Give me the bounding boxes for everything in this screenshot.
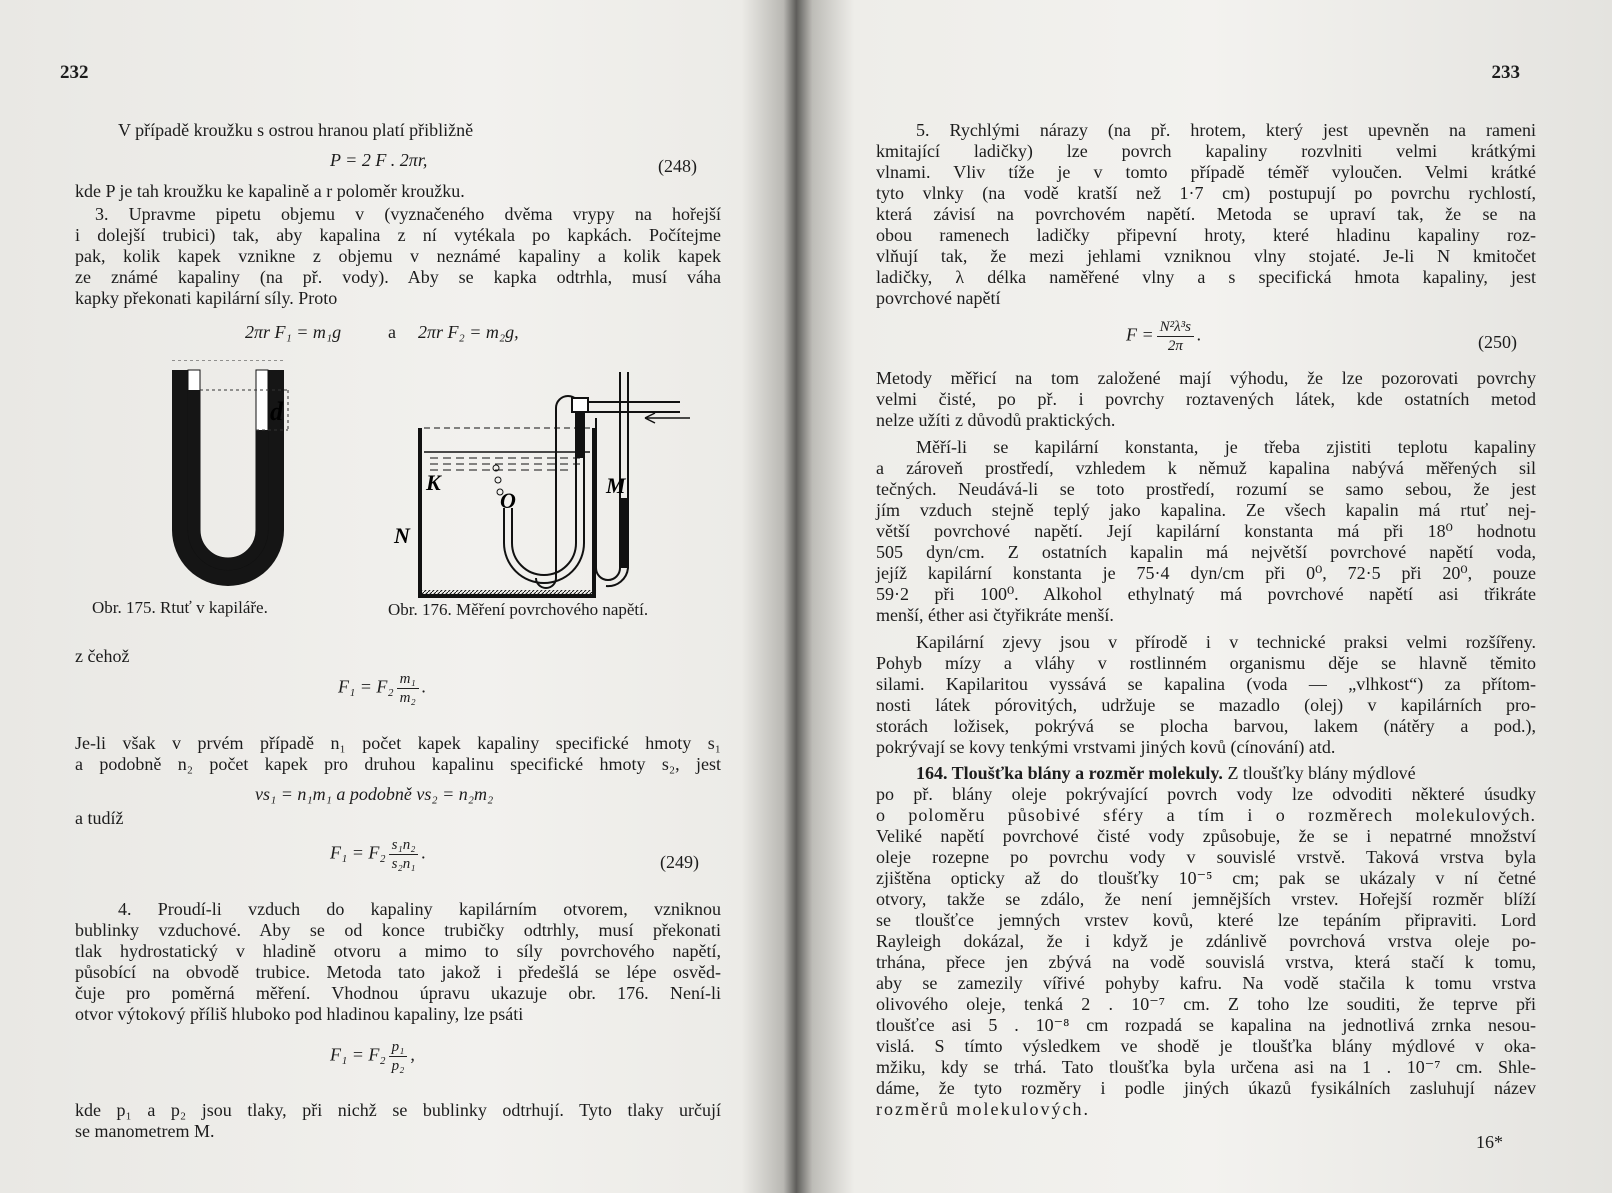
figure-176-apparatus [380,368,720,608]
text-line: a zároveň prostředí, vzhledem k němuž kapalina nabývá měřených sil [876,458,1536,478]
section-first-text: Z tloušťky blány mýdlové [1227,763,1416,783]
equation-pressure [330,1038,415,1075]
label-M: M [606,473,626,498]
equation-249 [330,836,426,873]
equation-number-250: (250) [1478,332,1517,352]
text-line: působící na obvodě trubice. Metoda tato jakož i předešlá se lépe osvěd- [75,962,721,982]
intro-line: V případě kroužku s ostrou hranou platí přibližně [118,120,474,140]
fraction-numerator: p₁ [389,1038,408,1057]
text-line: kmitající ladičky) lze povrch kapaliny rozvlniti velmi krátkými [876,141,1536,161]
text-line: otvor výtokový příliš hluboko pod hladinou kapaliny, lze psáti [75,1004,524,1024]
equation-vs: vs₁ = n₁m₁ a podobně vs₂ = n₂m₂ [255,784,494,804]
equation-ratio [338,670,426,707]
text-line: 3. Upravme pipetu objemu v (vyznačeného dvěma vrypy na hořejší [95,204,721,224]
label-d: d [270,397,283,426]
text-line: tečných. Neudává-li se toto prostředí, rozumí se samo sebou, že jest [876,479,1536,499]
caption-figure-175: Obr. 175. Rtuť v kapiláře. [92,598,268,617]
text-line: Je-li však v prvém případě n₁ počet kapek kapaliny specifické hmoty s₁ [75,733,721,753]
text-line: nelze užíti z důvodů praktických. [876,410,1116,430]
equation-lhs: F₁ = F₂ [338,676,394,697]
text-line: rozměrů molekulových. [876,1099,1090,1119]
text-line: kde p₁ a p₂ jsou tlaky, při nichž se bublinky odtrhují. Tyto tlaky určují [75,1100,721,1120]
text-line: Měří-li se kapilární konstanta, je třeba zjistiti teplotu kapaliny [916,437,1536,457]
page-number-left: 232 [60,62,89,83]
text-line: 4. Proudí-li vzduch do kapaliny kapilárním otvorem, vzniknou [118,899,721,919]
equation-end: . [1197,324,1202,345]
figure-175-u-tube [160,360,300,600]
text-line: o poloměru působivé sféry a tím i o rozměrech molekulových. [876,805,1536,825]
equation-conjunction: a [388,322,396,342]
text-line: tyto vlnky (na vodě kratší než 1·7 cm) postupují po povrchu rychlostí, [876,183,1536,203]
text-line: nosti látek pórovitých, udržuje se mazadlo (olej) v kapilárních pro- [876,695,1536,715]
text-line: 59·2 při 100⁰. Alkohol ethylnatý má povrchové napětí asi třikráte [876,584,1536,604]
text-line: jejíž kapilární konstanta je 75·4 dyn/cm při 0⁰, 72·5 při 20⁰, pouze [876,563,1536,583]
text-line: aby se zamezily vířivé pohyby kafru. Na vodě stačila k tomu vrstva [876,973,1536,993]
label-K: K [426,470,441,495]
equation-end: , [410,1044,415,1065]
text-line: storách ložisek, pokrývá se plocha barvou, lakem (nátěry a pod.), [876,716,1536,736]
text-line: dáme, že tyto rozměry i podle jiných úkazů fysikálních zasluhují název [876,1078,1536,1098]
text-line: pokrývají se kovy tenkými vrstvami jiných kovů (cínování) atd. [876,737,1336,757]
text-line: povrchové napětí [876,288,1001,308]
text-line: Kapilární zjevy jsou v přírodě i v technické praksi velmi rozšířeny. [916,632,1536,652]
text-line: se tloušťce jemných vrstev kovů, které lze tepáním připraviti. Lord [876,910,1536,930]
page-number-right: 233 [1491,62,1520,83]
text-line: 5. Rychlými nárazy (na př. hrotem, který jest upevněn na rameni [916,120,1536,140]
text-line: Veliké napětí povrchové čisté vody způsobuje, že se i nepatrné množství [876,826,1536,846]
caption-figure-176: Obr. 176. Měření povrchového napětí. [388,600,649,619]
right-page [808,0,1612,1193]
text-line: a tudíž [75,808,124,828]
equation-lhs: F = [1126,324,1154,345]
label-O: O [500,488,516,513]
text-line: velmi čisté, po př. i povrchy roztavených látek, kde ostatních metod [876,389,1536,409]
text-line: trhána, přece jen zbývá na vodě souvislá vrstva, která stačí k tomu, [876,952,1536,972]
text-line: otvory, takže se zdálo, že není jemnějších vrstev. Hořejší rozměr blíží [876,889,1536,909]
fraction-denominator: m₂ [399,690,416,706]
text-line: obou ramenech ladičky připevní hroty, které hladinu kapaliny roz- [876,225,1536,245]
text-line: i dolejší trubici) tak, aby kapalina z ní vytékala po kapkách. Počítejme [75,225,721,245]
equation-forces-right: 2πr F₂ = m₂g, [418,322,519,342]
text-line: z čehož [75,646,130,666]
text-line: větší povrchové napětí. Její kapilární konstanta má při 18⁰ hodnotu [876,521,1536,541]
text-line: jím vzduch stejně teplý jako kapalina. Ze všech kapalin má rtuť nej- [876,500,1536,520]
fraction-numerator: s₁n₂ [389,836,419,855]
text-line: zjištěna opticky až do tloušťky 10⁻⁵ cm; pak se ukázaly v ní četné [876,868,1536,888]
text-line: tloušťce asi 5 . 10⁻⁸ cm rozpadá se kapalina na jednotlivá zrnka nesou- [876,1015,1536,1035]
text-line: po př. blány oleje pokrývající povrch vody lze odvoditi některé úsudky [876,784,1536,804]
text-line: bublinky vzduchové. Aby se od konce trubičky odtrhly, musí překonati [75,920,721,940]
equation-250 [1126,318,1202,355]
text-line: tlak hydrostatický v hladině otvoru a mimo to síly povrchového napětí, [75,941,721,961]
text-line: Pohyb mízy a vláhy v rostlinném organismu děje se hlavně těmito [876,653,1536,673]
signature-mark: 16* [1476,1132,1503,1152]
section-heading: 164. Tloušťka blány a rozměr molekuly. [916,763,1223,783]
text-line: mžiku, kdy se trhá. Tato tloušťka byla určena asi na 1 . 10⁻⁷ cm. Shle- [876,1057,1536,1077]
equation-248: P = 2 F . 2πr, [330,150,428,170]
text-line: Metody měřicí na tom založené mají výhodu, že lze pozorovati povrchy [876,368,1536,388]
left-page [0,0,790,1193]
fraction-denominator: s₂n₁ [391,856,416,872]
equation-number-249: (249) [660,852,699,872]
text-line: čuje pro poměrná měření. Vhodnou úpravu ukazuje obr. 176. Není-li [75,983,721,1003]
equation-number-248: (248) [658,156,697,176]
text-line: menší, éther asi čtyřikráte menší. [876,605,1114,625]
fraction-numerator: N²λ³s [1157,318,1194,337]
text-line: silami. Kapilaritou vyssává se kapalina (voda — „vlhkost“) za přítom- [876,674,1536,694]
text-line: ze známé kapaliny (na př. vody). Aby se kapka odtrhla, musí váha [75,267,721,287]
equation-end: . [421,842,426,863]
text-line: která závisí na povrchovém napětí. Metoda se upraví tak, že se na [876,204,1536,224]
text-line: Rayleigh dokázal, že i když je zdánlivě povrchová vrstva oleje po- [876,931,1536,951]
equation-lhs: F₁ = F₂ [330,1044,386,1065]
text-line: a podobně n₂ počet kapek pro druhou kapalinu specifické hmoty s₂, jest [75,754,721,774]
text-line: kde P je tah kroužku ke kapalině a r poloměr kroužku. [75,181,465,201]
text-line: vlnami. Vliv tíže je v tomto případě téměř vyloučen. Velmi krátké [876,162,1536,182]
text-line: olivového oleje, tenká 2 . 10⁻⁷ cm. Z toho lze souditi, že teprve při [876,994,1536,1014]
label-N: N [394,523,410,548]
equation-end: . [421,676,427,697]
text-line: kapky překonati kapilární síly. Proto [75,288,338,308]
equation-lhs: F₁ = F₂ [330,842,386,863]
text-line: vlňují tak, že mezi jehlami vzniknou vlny stojaté. Je-li N kmitočet [876,246,1536,266]
text-line: pak, kolik kapek vznikne z objemu v neznámé kapaliny a kolik kapek [75,246,721,266]
text-line: ladičky, λ délka naměřené vlny a s specifická hmota kapaliny, jest [876,267,1536,287]
text-line: vislá. S tímto výsledkem ve shodě je tloušťka blány mýdlové v oka- [876,1036,1536,1056]
section-first-line [916,763,1536,784]
fraction-numerator: m₁ [397,670,419,689]
fraction-denominator: p₂ [391,1058,405,1074]
text-line: oleje rozepne po povrchu vody v souvislé vrstvě. Taková vrstva byla [876,847,1536,867]
fraction-denominator: 2π [1167,338,1183,354]
equation-forces-left: 2πr F₁ = m₁g [245,322,342,342]
text-line: 505 dyn/cm. Z ostatních kapalin má největší povrchové napětí voda, [876,542,1536,562]
text-line: se manometrem M. [75,1121,215,1141]
